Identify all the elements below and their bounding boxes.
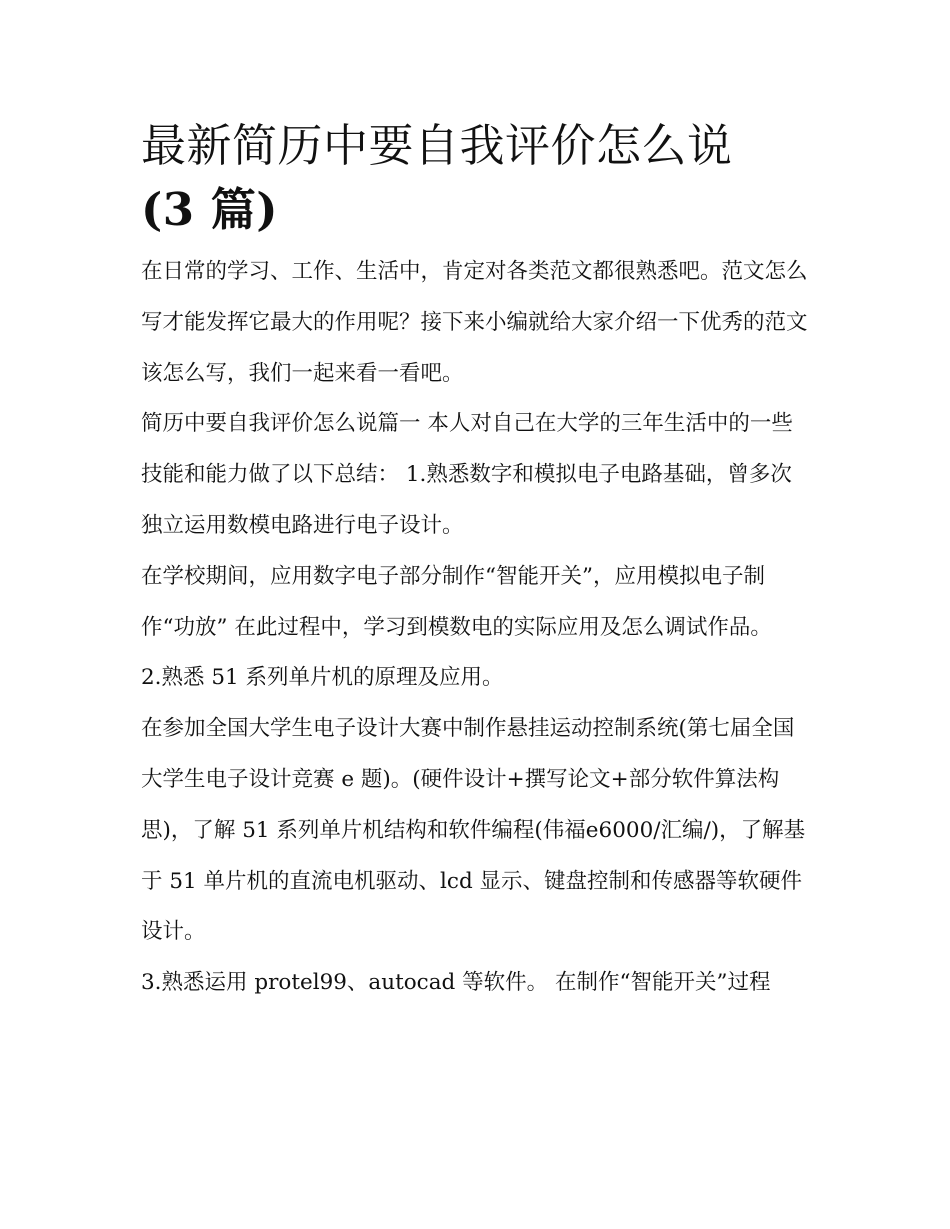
title-main: 最新简历中要自我评价怎么说 — [141, 119, 733, 172]
document-page — [141, 114, 813, 1009]
title-article-count: (3 篇) — [141, 183, 279, 236]
paragraph-competition: 在参加全国大学生电子设计大赛中制作悬挂运动控制系统(第七届全国大学生电子设计竞赛 e 题)。(硬件设计+撰写论文+部分软件算法构思)，了解 51 系列单片机结构和软件编程(伟福e6000/汇编/)，了解基于 51 单片机的直流电机驱动、lcd 显示、键盘控制和传感器等软硬件设计。 — [141, 716, 806, 945]
document-title — [141, 114, 813, 242]
paragraph-software-skills: 3.熟悉运用 protel99、autocad 等软件。 在制作“智能开关”过程 — [141, 970, 771, 996]
paragraph-school-projects: 在学校期间，应用数字电子部分制作“智能开关”，应用模拟电子制作“功放” 在此过程中，学习到模数电的实际应用及怎么调试作品。 — [141, 563, 772, 640]
paragraph-skill-51-mcu: 2.熟悉 51 系列单片机的原理及应用。 — [141, 665, 504, 691]
paragraph-self-evaluation-1: 简历中要自我评价怎么说篇一 本人对自己在大学的三年生活中的一些技能和能力做了以下总结： 1.熟悉数字和模拟电子电路基础，曾多次独立运用数模电路进行电子设计。 — [141, 411, 793, 538]
paragraph-intro: 在日常的学习、工作、生活中，肯定对各类范文都很熟悉吧。范文怎么写才能发挥它最大的作用呢？接下来小编就给大家介绍一下优秀的范文该怎么写，我们一起来看一看吧。 — [141, 259, 808, 386]
document-body — [141, 247, 813, 1009]
